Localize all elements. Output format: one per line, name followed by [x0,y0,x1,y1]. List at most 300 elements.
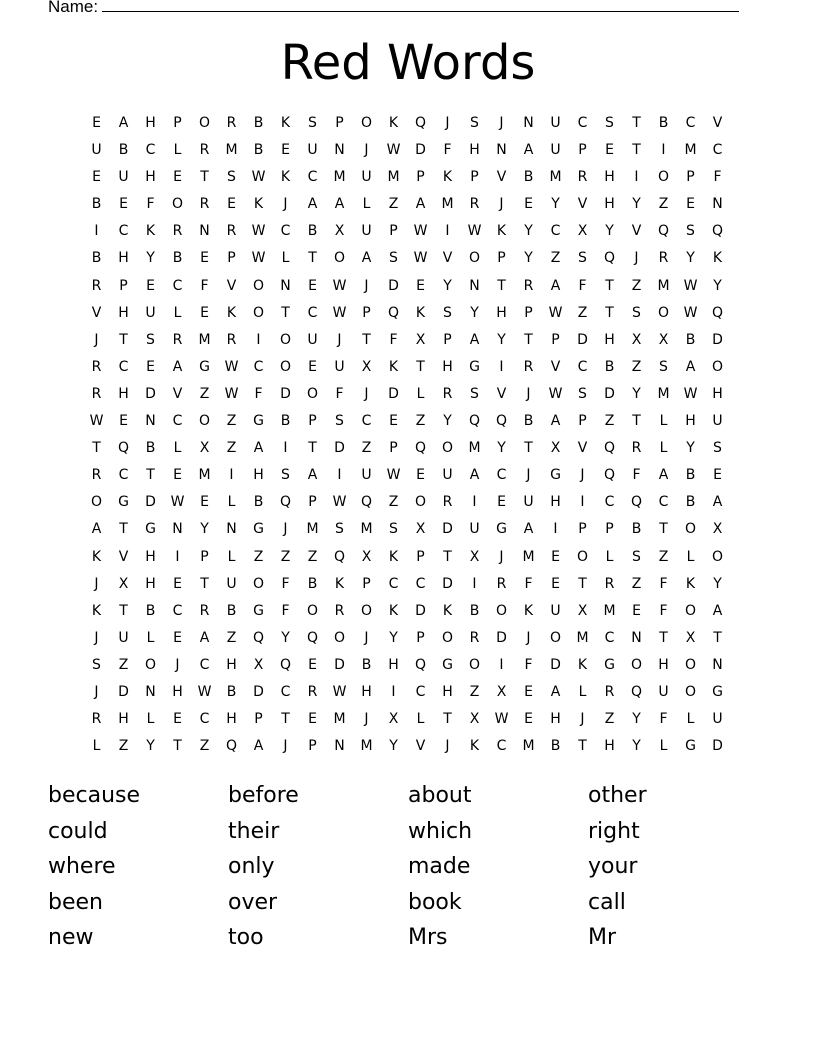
grid-letter[interactable]: V [118,548,129,565]
grid-letter[interactable]: W [224,385,239,402]
grid-letter[interactable]: W [251,169,266,186]
grid-letter[interactable]: E [389,413,398,430]
grid-letter[interactable]: T [632,413,641,430]
grid-letter[interactable]: E [200,250,209,267]
grid-letter[interactable]: L [281,250,290,267]
grid-letter[interactable]: G [253,413,264,430]
grid-letter[interactable]: U [469,521,480,538]
grid-letter[interactable]: B [469,602,480,619]
grid-letter[interactable]: C [172,413,183,430]
grid-letter[interactable]: R [172,331,183,348]
grid-letter[interactable]: P [578,413,587,430]
grid-letter[interactable]: O [252,277,265,294]
grid-letter[interactable]: V [577,440,588,457]
grid-letter[interactable]: H [145,548,156,565]
grid-letter[interactable]: O [630,656,643,673]
grid-letter[interactable]: F [281,575,290,592]
grid-letter[interactable]: Y [524,223,533,240]
grid-letter[interactable]: H [604,331,615,348]
grid-letter[interactable]: C [577,115,588,131]
grid-letter[interactable]: P [308,738,317,755]
grid-letter[interactable]: U [145,304,156,321]
grid-letter[interactable]: O [441,440,454,457]
grid-letter[interactable]: Y [497,331,506,348]
grid-letter[interactable]: A [118,115,129,131]
grid-letter[interactable]: Z [550,250,561,267]
grid-letter[interactable]: D [604,385,615,402]
grid-letter[interactable]: Y [470,304,479,321]
grid-letter[interactable]: E [416,277,425,294]
grid-letter[interactable]: I [499,656,504,673]
grid-letter[interactable]: S [470,385,479,402]
grid-letter[interactable]: U [712,413,723,430]
grid-letter[interactable]: R [496,575,507,592]
grid-letter[interactable]: V [415,738,426,755]
grid-letter[interactable]: P [173,115,182,131]
grid-letter[interactable]: T [281,711,290,728]
grid-letter[interactable]: M [549,169,562,186]
grid-letter[interactable]: M [387,169,400,186]
grid-letter[interactable]: P [362,304,371,321]
grid-letter[interactable]: F [389,331,398,348]
grid-letter[interactable]: C [145,142,156,159]
grid-letter[interactable]: J [283,196,288,213]
grid-letter[interactable]: J [364,711,369,728]
grid-letter[interactable]: B [91,250,102,267]
grid-letter[interactable]: C [685,115,696,131]
grid-letter[interactable]: U [118,169,129,186]
grid-letter[interactable]: H [388,656,399,673]
grid-letter[interactable]: J [580,467,585,484]
grid-letter[interactable]: N [145,413,156,430]
grid-letter[interactable]: Q [279,494,292,511]
grid-letter[interactable]: S [713,440,722,457]
grid-letter[interactable]: E [551,548,560,565]
grid-letter[interactable]: J [499,548,504,565]
grid-letter[interactable]: Z [226,440,237,457]
grid-letter[interactable]: K [496,223,507,240]
grid-letter[interactable]: R [442,385,453,402]
grid-letter[interactable]: T [605,277,614,294]
grid-letter[interactable]: D [550,656,561,673]
grid-letter[interactable]: J [445,115,450,131]
grid-letter[interactable]: U [91,142,102,159]
grid-letter[interactable]: A [91,521,102,538]
grid-letter[interactable]: A [469,467,480,484]
grid-letter[interactable]: V [631,223,642,240]
grid-letter[interactable]: T [281,304,290,321]
grid-letter[interactable]: B [658,115,669,131]
grid-letter[interactable]: N [469,277,480,294]
grid-letter[interactable]: A [415,196,426,213]
grid-letter[interactable]: U [307,331,318,348]
grid-letter[interactable]: V [496,385,507,402]
grid-letter[interactable]: P [119,277,128,294]
grid-letter[interactable]: H [496,304,507,321]
grid-letter[interactable]: Q [603,440,616,457]
grid-letter[interactable]: K [280,169,291,186]
grid-letter[interactable]: U [550,142,561,159]
grid-letter[interactable]: P [335,115,344,131]
grid-letter[interactable]: H [118,304,129,321]
name-blank[interactable] [102,0,739,12]
grid-letter[interactable]: K [334,575,345,592]
grid-letter[interactable]: C [415,683,426,700]
grid-letter[interactable]: E [146,277,155,294]
grid-letter[interactable]: O [576,548,589,565]
grid-letter[interactable]: J [175,656,180,673]
grid-letter[interactable]: B [307,575,318,592]
grid-letter[interactable]: P [416,629,425,646]
grid-letter[interactable]: F [578,277,587,294]
grid-letter[interactable]: J [634,250,639,267]
grid-letter[interactable]: Q [603,467,616,484]
grid-letter[interactable]: J [364,277,369,294]
grid-letter[interactable]: E [713,467,722,484]
grid-letter[interactable]: S [686,223,695,240]
grid-letter[interactable]: R [658,250,669,267]
grid-letter[interactable]: J [94,683,99,700]
grid-letter[interactable]: Y [443,277,452,294]
grid-letter[interactable]: R [199,142,210,159]
grid-letter[interactable]: F [713,169,722,186]
grid-letter[interactable]: X [469,548,480,565]
grid-letter[interactable]: V [91,304,102,321]
grid-letter[interactable]: M [576,629,589,646]
grid-letter[interactable]: K [388,548,399,565]
grid-letter[interactable]: E [605,142,614,159]
grid-letter[interactable]: R [469,196,480,213]
grid-letter[interactable]: I [661,142,666,159]
grid-letter[interactable]: O [198,115,211,131]
grid-letter[interactable]: F [146,196,155,213]
grid-letter[interactable]: M [198,467,211,484]
grid-letter[interactable]: G [469,358,480,375]
grid-letter[interactable]: K [145,223,156,240]
grid-letter[interactable]: C [604,629,615,646]
grid-letter[interactable]: K [442,602,453,619]
grid-letter[interactable]: Y [524,250,533,267]
grid-letter[interactable]: T [605,304,614,321]
grid-letter[interactable]: F [200,277,209,294]
grid-letter[interactable]: Y [146,250,155,267]
grid-letter[interactable]: J [94,331,99,348]
grid-letter[interactable]: D [388,385,399,402]
grid-letter[interactable]: W [413,223,428,240]
grid-letter[interactable]: H [550,711,561,728]
grid-letter[interactable]: O [468,656,481,673]
grid-letter[interactable]: Z [604,711,615,728]
grid-letter[interactable]: A [469,331,480,348]
grid-letter[interactable]: R [172,223,183,240]
grid-letter[interactable]: Q [495,413,508,430]
grid-letter[interactable]: D [442,521,453,538]
grid-letter[interactable]: A [658,467,669,484]
grid-letter[interactable]: Z [307,548,318,565]
grid-letter[interactable]: V [442,250,453,267]
grid-letter[interactable]: Y [146,738,155,755]
grid-letter[interactable]: Q [468,413,481,430]
grid-letter[interactable]: B [523,413,534,430]
grid-letter[interactable]: H [712,385,723,402]
grid-letter[interactable]: Y [632,196,641,213]
grid-letter[interactable]: N [145,683,156,700]
grid-letter[interactable]: L [362,196,371,213]
grid-letter[interactable]: Z [118,738,129,755]
grid-letter[interactable]: I [634,169,639,186]
grid-letter[interactable]: Q [603,250,616,267]
grid-letter[interactable]: R [631,440,642,457]
grid-letter[interactable]: D [334,440,345,457]
grid-letter[interactable]: C [253,358,264,375]
grid-letter[interactable]: M [333,169,346,186]
grid-letter[interactable]: Y [389,629,398,646]
grid-letter[interactable]: Z [658,196,669,213]
grid-letter[interactable]: C [496,467,507,484]
grid-letter[interactable]: N [496,142,507,159]
grid-letter[interactable]: M [360,738,373,755]
grid-letter[interactable]: Y [686,250,695,267]
grid-letter[interactable]: O [657,169,670,186]
grid-letter[interactable]: Q [657,223,670,240]
grid-letter[interactable]: U [550,602,561,619]
grid-letter[interactable]: L [686,711,695,728]
grid-letter[interactable]: C [496,738,507,755]
grid-letter[interactable]: K [415,304,426,321]
grid-letter[interactable]: H [226,711,237,728]
grid-letter[interactable]: Z [226,413,237,430]
grid-letter[interactable]: P [551,331,560,348]
grid-letter[interactable]: H [604,196,615,213]
grid-letter[interactable]: Y [200,521,209,538]
grid-letter[interactable]: N [226,521,237,538]
grid-letter[interactable]: Q [117,440,130,457]
grid-letter[interactable]: V [226,277,237,294]
grid-letter[interactable]: O [360,602,373,619]
grid-letter[interactable]: H [172,683,183,700]
grid-letter[interactable]: P [497,250,506,267]
grid-letter[interactable]: H [118,385,129,402]
grid-letter[interactable]: S [146,331,155,348]
grid-letter[interactable]: G [712,683,723,700]
grid-letter[interactable]: F [659,575,668,592]
grid-letter[interactable]: S [578,385,587,402]
grid-letter[interactable]: I [472,575,477,592]
grid-letter[interactable]: P [254,711,263,728]
grid-letter[interactable]: D [577,331,588,348]
grid-letter[interactable]: H [361,683,372,700]
grid-letter[interactable]: E [92,115,101,131]
grid-letter[interactable]: J [526,467,531,484]
grid-letter[interactable]: T [578,575,587,592]
grid-letter[interactable]: B [253,115,264,131]
grid-letter[interactable]: T [173,738,182,755]
grid-letter[interactable]: Y [551,196,560,213]
grid-letter[interactable]: E [173,575,182,592]
grid-letter[interactable]: X [712,521,723,538]
grid-letter[interactable]: S [443,304,452,321]
grid-letter[interactable]: A [712,494,723,511]
grid-letter[interactable]: P [578,142,587,159]
grid-letter[interactable]: U [442,467,453,484]
grid-letter[interactable]: P [308,494,317,511]
grid-letter[interactable]: K [712,250,723,267]
grid-letter[interactable]: V [712,115,723,131]
grid-letter[interactable]: B [280,413,291,430]
grid-letter[interactable]: A [685,358,696,375]
grid-letter[interactable]: P [416,548,425,565]
grid-letter[interactable]: O [90,494,103,511]
grid-letter[interactable]: D [712,738,723,755]
grid-letter[interactable]: D [145,385,156,402]
grid-letter[interactable]: M [198,331,211,348]
grid-letter[interactable]: K [469,738,480,755]
grid-letter[interactable]: X [658,331,669,348]
grid-letter[interactable]: N [712,196,723,213]
grid-letter[interactable]: N [631,629,642,646]
grid-letter[interactable]: Z [199,385,210,402]
grid-letter[interactable]: O [684,683,697,700]
grid-letter[interactable]: G [550,467,561,484]
grid-letter[interactable]: O [252,575,265,592]
grid-letter[interactable]: P [686,169,695,186]
grid-letter[interactable]: U [658,683,669,700]
grid-letter[interactable]: T [119,331,128,348]
grid-letter[interactable]: T [497,277,506,294]
grid-letter[interactable]: W [683,385,698,402]
grid-letter[interactable]: Q [630,683,643,700]
grid-letter[interactable]: Z [415,413,426,430]
grid-letter[interactable]: C [118,223,129,240]
grid-letter[interactable]: F [443,142,452,159]
grid-letter[interactable]: I [256,331,261,348]
grid-letter[interactable]: E [416,467,425,484]
grid-letter[interactable]: E [119,196,128,213]
grid-letter[interactable]: W [224,358,239,375]
grid-letter[interactable]: T [443,548,452,565]
grid-letter[interactable]: L [659,738,668,755]
grid-letter[interactable]: K [226,304,237,321]
grid-letter[interactable]: S [632,548,641,565]
grid-letter[interactable]: Q [279,656,292,673]
grid-letter[interactable]: M [657,277,670,294]
grid-letter[interactable]: O [306,385,319,402]
grid-letter[interactable]: E [119,413,128,430]
grid-letter[interactable]: A [550,277,561,294]
grid-letter[interactable]: N [523,115,534,131]
grid-letter[interactable]: M [603,602,616,619]
grid-letter[interactable]: H [226,656,237,673]
grid-letter[interactable]: E [524,711,533,728]
grid-letter[interactable]: M [360,521,373,538]
grid-letter[interactable]: L [416,711,425,728]
grid-letter[interactable]: W [494,711,509,728]
grid-letter[interactable]: R [442,494,453,511]
grid-letter[interactable]: F [659,602,668,619]
grid-letter[interactable]: J [283,521,288,538]
grid-letter[interactable]: H [604,169,615,186]
grid-letter[interactable]: F [659,711,668,728]
grid-letter[interactable]: W [332,683,347,700]
grid-letter[interactable]: Z [226,629,237,646]
grid-letter[interactable]: I [175,548,180,565]
grid-letter[interactable]: W [170,494,185,511]
grid-letter[interactable]: L [173,440,182,457]
grid-letter[interactable]: R [307,683,318,700]
grid-letter[interactable]: G [442,656,453,673]
grid-letter[interactable]: W [548,304,563,321]
grid-letter[interactable]: K [388,115,399,131]
grid-letter[interactable]: Y [713,575,722,592]
grid-letter[interactable]: L [605,548,614,565]
grid-letter[interactable]: R [199,196,210,213]
grid-letter[interactable]: Z [658,548,669,565]
grid-letter[interactable]: S [605,115,614,131]
grid-letter[interactable]: B [685,467,696,484]
grid-letter[interactable]: Y [632,711,641,728]
grid-letter[interactable]: O [711,358,724,375]
grid-letter[interactable]: T [659,521,668,538]
grid-letter[interactable]: Z [118,656,129,673]
grid-letter[interactable]: G [118,494,129,511]
grid-letter[interactable]: D [334,656,345,673]
grid-letter[interactable]: H [145,169,156,186]
grid-letter[interactable]: B [118,142,129,159]
grid-letter[interactable]: E [92,169,101,186]
grid-letter[interactable]: G [145,521,156,538]
grid-letter[interactable]: T [200,169,209,186]
grid-letter[interactable]: B [226,683,237,700]
grid-letter[interactable]: O [495,602,508,619]
grid-letter[interactable]: T [632,115,641,131]
grid-letter[interactable]: Z [361,440,372,457]
grid-letter[interactable]: C [199,656,210,673]
grid-letter[interactable]: I [391,683,396,700]
grid-letter[interactable]: N [334,142,345,159]
grid-letter[interactable]: E [551,575,560,592]
grid-letter[interactable]: K [523,602,534,619]
grid-letter[interactable]: X [388,711,399,728]
grid-letter[interactable]: X [415,331,426,348]
grid-letter[interactable]: J [526,629,531,646]
grid-letter[interactable]: Q [414,656,427,673]
grid-letter[interactable]: A [307,467,318,484]
grid-letter[interactable]: G [604,656,615,673]
grid-letter[interactable]: Q [225,738,238,755]
grid-letter[interactable]: B [523,169,534,186]
grid-letter[interactable]: R [91,277,102,294]
grid-letter[interactable]: X [577,223,588,240]
grid-letter[interactable]: U [523,494,534,511]
grid-letter[interactable]: T [200,575,209,592]
grid-letter[interactable]: P [470,169,479,186]
grid-letter[interactable]: K [388,602,399,619]
grid-letter[interactable]: J [94,575,99,592]
grid-letter[interactable]: R [226,223,237,240]
grid-letter[interactable]: O [171,196,184,213]
grid-letter[interactable]: H [253,467,264,484]
grid-letter[interactable]: B [631,521,642,538]
grid-letter[interactable]: R [226,115,237,131]
grid-letter[interactable]: M [657,385,670,402]
grid-letter[interactable]: B [361,656,372,673]
grid-letter[interactable]: I [283,440,288,457]
grid-letter[interactable]: C [172,602,183,619]
grid-letter[interactable]: G [199,358,210,375]
grid-letter[interactable]: Q [711,304,724,321]
grid-letter[interactable]: O [306,602,319,619]
grid-letter[interactable]: E [173,711,182,728]
